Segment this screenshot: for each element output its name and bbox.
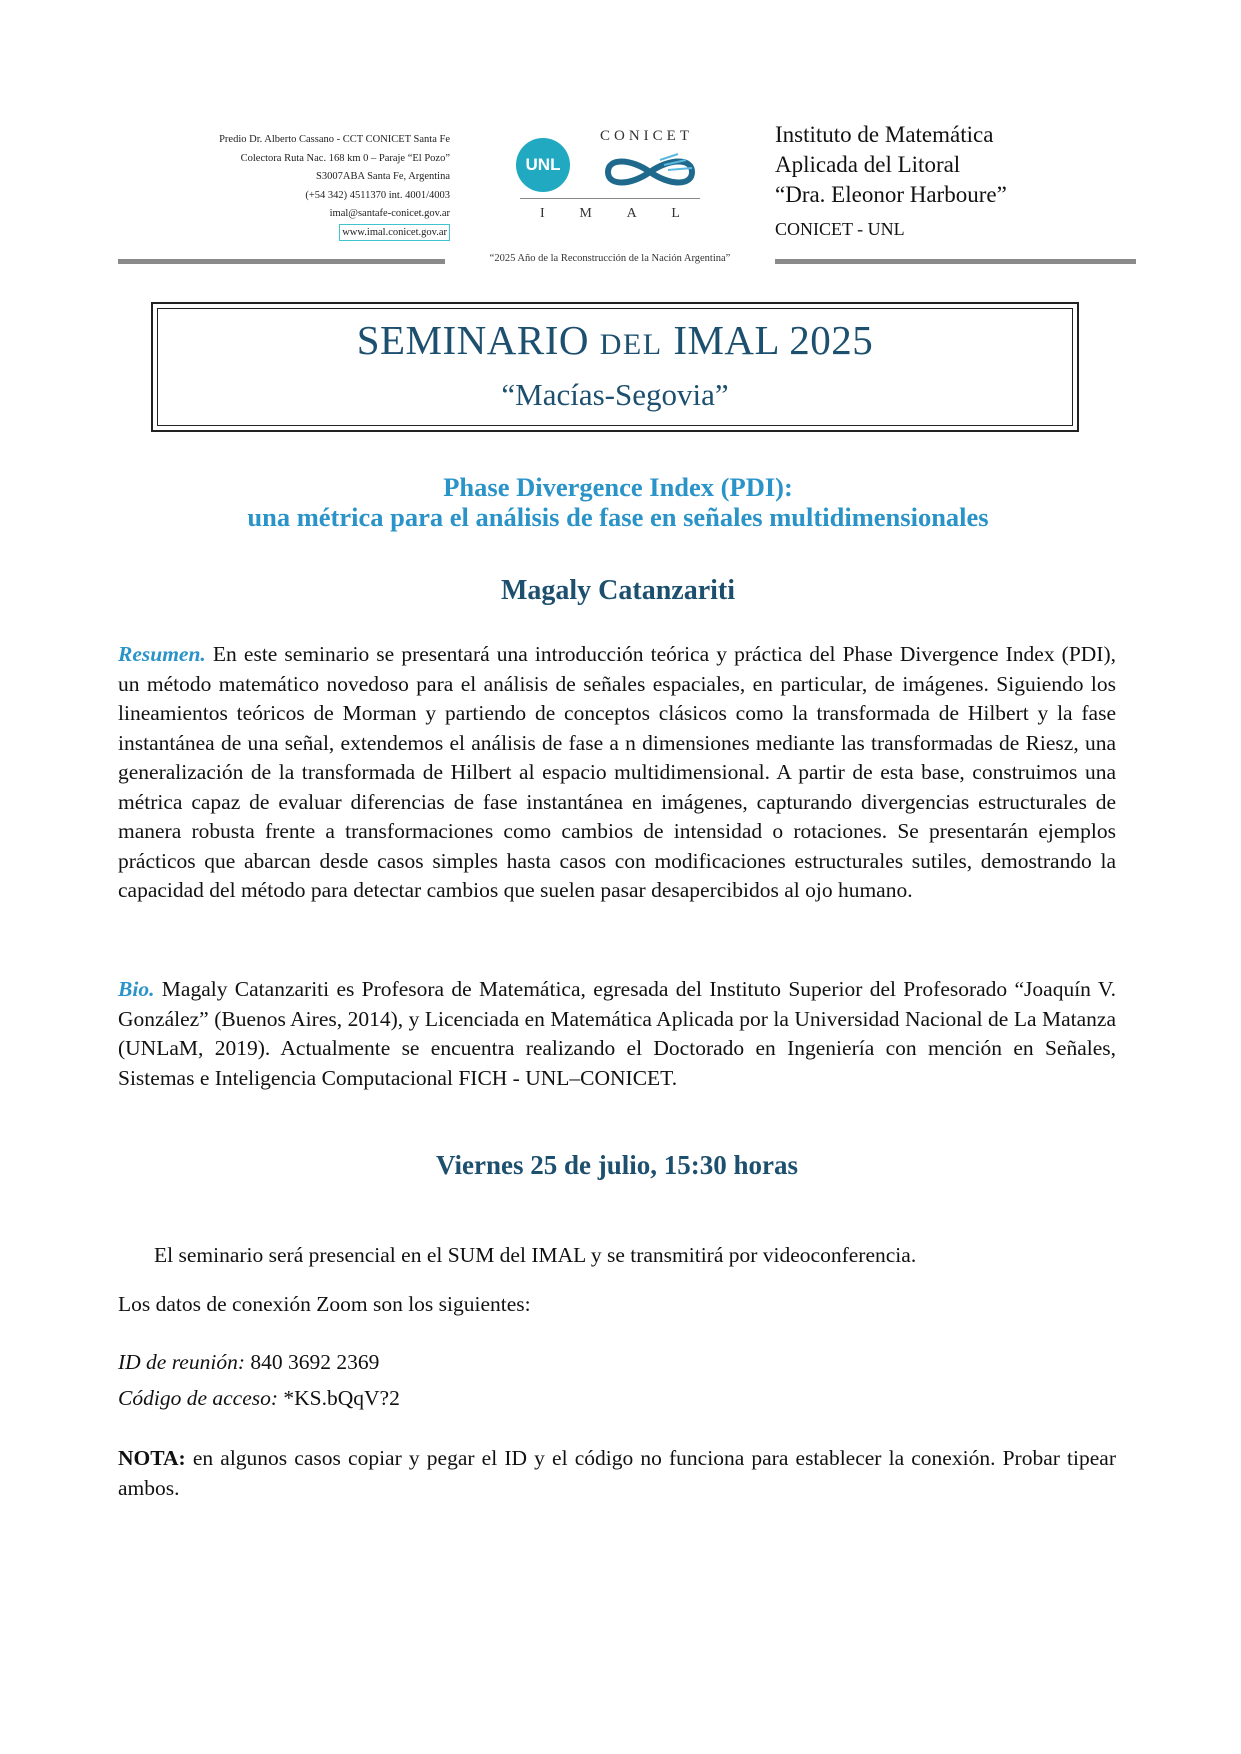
bio-label: Bio. [118, 977, 155, 1001]
passcode-label: Código de acceso: [118, 1386, 279, 1410]
address-line: S3007ABA Santa Fe, Argentina [316, 171, 450, 183]
email-line: imal@santafe-conicet.gov.ar [329, 208, 450, 220]
bio-paragraph [118, 975, 1116, 1093]
meeting-id-line [118, 1350, 1118, 1375]
seminar-subtitle: “Macías-Segovia” [501, 377, 729, 412]
event-date: Viernes 25 de julio, 15:30 horas [436, 1150, 798, 1180]
abstract-text: En este seminario se presentará una introducción teórica y práctica del Phase Divergence Index (PDI), un método matemático novedoso para el análisis de señales espaciales, en particular, de imágenes. Siguiendo los lineamientos teóricos de Morman y partiendo de conceptos clásicos como la transformada de Hilbert y la fase instantánea de una señal, extendemos el análisis de fase a n dimensiones mediante las transformadas de Riesz, una generalización de la transformada de Hilbert al espacio multidimensional. A partir de esta base, construimos una métrica capaz de evaluar diferencias de fase instantánea en imágenes, capturando divergencias estructurales de manera robusta frente a transformaciones como cambios de intensidad o rotaciones. Se presentarán ejemplos prácticos que abarcan desde casos simples hasta casos con modificaciones estructurales sutiles, demostrando la capacidad del método para detectar cambios que suelen pasar desapercibidos al ojo humano. [118, 642, 1117, 902]
talk-title [118, 472, 1118, 532]
institute-line: Aplicada del Litoral [775, 152, 961, 177]
logo-divider [520, 198, 700, 199]
presencial-text: El seminario será presencial en el SUM del IMAL y se transmitirá por videoconferencia. [154, 1243, 917, 1267]
conicet-logo-text: CONICET [600, 128, 693, 144]
imal-letter: A [626, 206, 637, 221]
abstract-paragraph [118, 640, 1116, 906]
phone-line: (+54 342) 4511370 int. 4001/4003 [305, 189, 450, 201]
address-line: Predio Dr. Alberto Cassano - CCT CONICET Santa Fe [219, 134, 450, 145]
institute-name [775, 120, 1007, 244]
imal-logo-letters [540, 206, 680, 222]
note-paragraph [118, 1444, 1116, 1503]
talk-title-line: Phase Divergence Index (PDI): [443, 472, 793, 502]
meeting-id-value: 840 3692 2369 [250, 1350, 380, 1374]
note-text: en algunos casos copiar y pegar el ID y el código no funciona para establecer la conexión. Probar tipear ambos. [118, 1446, 1117, 1500]
imal-letter: L [671, 206, 680, 221]
institute-line: Instituto de Matemática [775, 122, 994, 147]
institute-affiliation: CONICET - UNL [775, 219, 905, 239]
header-rule-left [118, 259, 445, 264]
website-link[interactable]: www.imal.conicet.gov.ar [339, 224, 450, 241]
conicet-infinity-icon [600, 150, 700, 195]
tagline: “2025 Año de la Reconstrucción de la Nación Argentina” [489, 253, 731, 264]
address-block [110, 131, 450, 243]
passcode-value: *KS.bQqV?2 [283, 1386, 400, 1410]
title-part: IMAL 2025 [662, 317, 874, 363]
bio-text: Magaly Catanzariti es Profesora de Matemática, egresada del Instituto Superior del Profesorado “Joaquín V. González” (Buenos Aires, 2014), y Licenciada en Matemática Aplicada por la Universidad Nacional de La Matanza (UNLaM, 2019). Actualmente se encuentra realizando el Doctorado en Ingeniería con mención en Señales, Sistemas e Inteligencia Computacional FICH - UNL–CONICET. [118, 977, 1117, 1090]
imal-letter: I [540, 206, 545, 221]
speaker-name: Magaly Catanzariti [500, 575, 736, 606]
seminar-title [151, 316, 1079, 364]
imal-letter: M [579, 206, 592, 221]
note-label: NOTA: [118, 1446, 186, 1470]
talk-title-line: una métrica para el análisis de fase en señales multidimensionales [247, 502, 989, 532]
institute-line: “Dra. Eleonor Harboure” [775, 182, 1007, 207]
title-part-smallcaps: DEL [599, 328, 663, 361]
address-line: Colectora Ruta Nac. 168 km 0 – Paraje “El Pozo” [240, 152, 450, 164]
unl-logo: UNL [516, 138, 570, 192]
passcode-line [118, 1386, 1118, 1411]
meeting-id-label: ID de reunión: [118, 1350, 245, 1374]
header-rule-right [775, 259, 1136, 264]
abstract-label: Resumen. [118, 642, 206, 666]
zoom-intro-text: Los datos de conexión Zoom son los siguientes: [118, 1292, 531, 1316]
title-part: SEMINARIO [356, 317, 600, 363]
